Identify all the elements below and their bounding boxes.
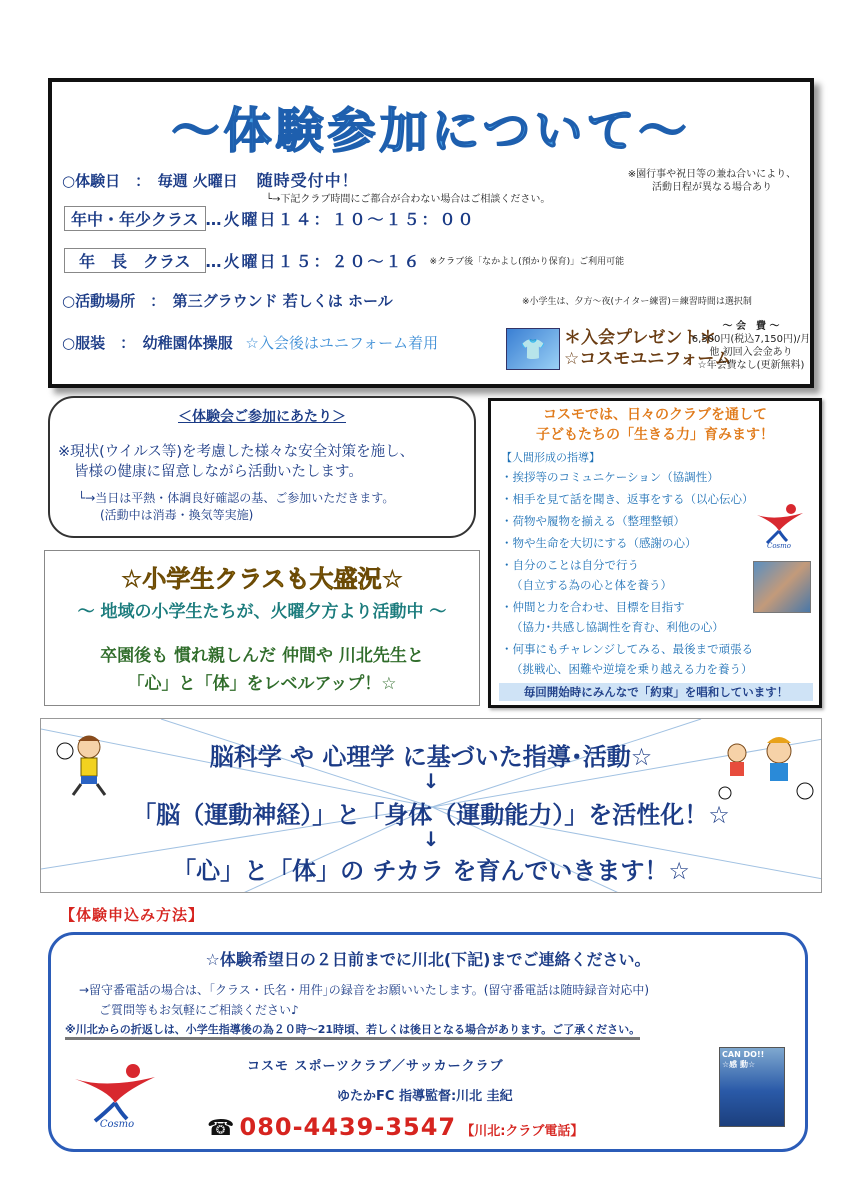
coach-photo: CAN DO!! ☆感 動☆ — [719, 1047, 785, 1127]
list-item: ・荷物や履物を揃える（整理整頓） — [501, 514, 685, 528]
fee-annual: ☆年会費なし(更新無料) — [697, 360, 805, 371]
notice-title: ＜体験会ご参加にあたり＞ — [178, 409, 346, 425]
life-skills-box — [488, 398, 822, 708]
present-title: ＊入会プレゼント＊ — [564, 328, 717, 348]
fee-block — [686, 320, 816, 372]
list-item: ・挨拶等のコミュニケーション（協調性） — [501, 470, 719, 484]
apply-voicemail: →留守番電話の場合は、｢クラス・氏名・用件｣の録音をお願いいたします。(留守番電話は随時録音対応中) — [79, 983, 650, 997]
present-item: ☆コスモユニフォーム — [564, 349, 732, 369]
notice-line: └→当日は平熱・体調良好確認の基、ご参加いただきます。 — [78, 491, 395, 505]
science-box — [40, 718, 822, 893]
class1-label: 年中・年少クラス — [64, 206, 206, 231]
apply-deadline: ☆体験希望日の２日前までに川北(下記)までご連絡ください。 — [205, 950, 651, 969]
class1-time: …火曜日１４：１０～１５：００ — [205, 210, 476, 229]
apply-callback-note: ※川北からの折返しは、小学生指導後の為２０時～21時頃、若しくは後日となる場合があります。ご了承ください。 — [65, 1021, 640, 1040]
list-item: ・物や生命を大切にする（感謝の心） — [501, 536, 697, 550]
fee-title: ～ 会 費 ～ — [722, 321, 780, 332]
notice-line: 皆様の健康に留意しながら活動いたします。 — [74, 464, 363, 480]
science-line: 「脳（運動神経）」と「身体（運動能力）」を活性化！☆ — [132, 801, 730, 829]
apply-questions: ご質問等もお気軽にご相談ください♪ — [99, 1003, 299, 1017]
notice-line: (活動中は消毒・換気等実施) — [100, 508, 254, 522]
elementary-title: ☆小学生クラスも大盛況☆ — [120, 565, 404, 593]
class2-time: …火曜日１５：２０～１６ — [205, 252, 422, 271]
clothes-note: ☆入会後はユニフォーム着用 — [245, 334, 439, 352]
phone-number[interactable]: 080-4439-3547 — [239, 1113, 457, 1141]
notice-sub — [78, 490, 394, 524]
apply-box — [48, 932, 808, 1152]
class2-label: 年 長 クラス — [64, 248, 206, 273]
down-arrow-icon: ↓ — [422, 769, 440, 793]
clothes-label: ○服装 ： 幼稚園体操服 — [62, 334, 233, 352]
svg-text:Cosmo: Cosmo — [766, 542, 792, 549]
clothes-row — [62, 332, 438, 353]
class2-note: ※クラブ後「なかよし(預かり保育)」ご利用可能 — [429, 257, 625, 267]
list-item: （自立する為の心と体を養う） — [511, 578, 672, 592]
list-item: ・何事にもチャレンジしてみる、最後まで頑張る — [501, 642, 754, 656]
phone-icon: ☎ — [207, 1116, 235, 1141]
hands-together-photo — [753, 561, 811, 613]
place-row: ○活動場所 ： 第三グラウンド 若しくは ホール — [62, 292, 393, 310]
trial-open-label: 随時受付中！ — [256, 171, 359, 190]
list-item: （協力･共感し協調性を育む、利他の心） — [511, 620, 724, 634]
science-line: 「心」と「体」の チカラ を育んでいきます！☆ — [172, 857, 690, 885]
list-item: ・仲間と力を合わせ、目標を目指す — [501, 600, 685, 614]
elementary-box — [44, 550, 480, 706]
notice-box — [48, 396, 476, 538]
list-item: ・自分のことは自分で行う — [501, 558, 639, 572]
life-skills-section: 【人間形成の指導】 — [501, 451, 600, 464]
list-item: （挑戦心、困難や逆境を乗り越える力を養う） — [511, 662, 753, 676]
club-name: コスモ スポーツクラブ／サッカークラブ — [247, 1059, 504, 1074]
place-note: ※小学生は、夕方～夜(ナイター練習)＝練習時間は選択制 — [522, 297, 752, 307]
life-skills-footer: 毎回開始時にみんなで「約束」を唱和しています！ — [499, 683, 813, 701]
science-line: 脳科学 や 心理学 に基づいた指導･活動☆ — [209, 743, 653, 771]
cosmo-logo-icon — [71, 1059, 161, 1129]
phone-note: 【川北:クラブ電話】 — [461, 1124, 584, 1139]
elementary-subtitle: ～ 地域の小学生たちが、火曜夕方より活動中 ～ — [77, 602, 447, 622]
apply-heading: 【体験申込み方法】 — [60, 906, 205, 924]
elementary-line: 卒園後も 慣れ親しんだ 仲間や 川北先生と — [100, 646, 424, 666]
class1-row — [64, 206, 476, 231]
coach-name: ゆたかFC 指導監督:川北 圭紀 — [337, 1089, 513, 1104]
trial-row — [62, 168, 359, 191]
trial-sub-note: └→下記クラブ時間にご都合が合わない場合はご相談ください。 — [266, 194, 551, 205]
svg-text:Cosmo: Cosmo — [99, 1119, 135, 1129]
fee-monthly: 6,500円(税込7,150円)/月 — [691, 334, 811, 345]
main-title: ～体験参加について～ — [171, 103, 691, 159]
trial-info-box — [48, 78, 814, 388]
fee-entry: 他 初回入会金あり — [709, 347, 793, 358]
trial-schedule-note: ※園行事や祝日等の兼ね合いにより、 活動日程が異なる場合あり — [627, 169, 797, 193]
life-skills-title: コスモでは、日々のクラブを通して 子どもたちの「生きる力」育みます！ — [536, 407, 774, 443]
notice-line: ※現状(ウイルス等)を考慮した様々な安全対策を施し、 — [58, 444, 415, 460]
notice-body — [58, 442, 414, 482]
cosmo-logo-icon — [753, 501, 809, 549]
uniform-icon: 👕 — [506, 328, 560, 370]
class2-row — [64, 248, 624, 273]
list-item: ・相手を見て話を聞き、返事をする（以心伝心） — [501, 492, 754, 506]
down-arrow-icon: ↓ — [422, 827, 440, 851]
phone-row — [207, 1113, 583, 1141]
trial-label: ○体験日 ： 毎週 火曜日 — [62, 172, 238, 190]
elementary-line: 「心」と「体」をレベルアップ！☆ — [127, 674, 397, 694]
